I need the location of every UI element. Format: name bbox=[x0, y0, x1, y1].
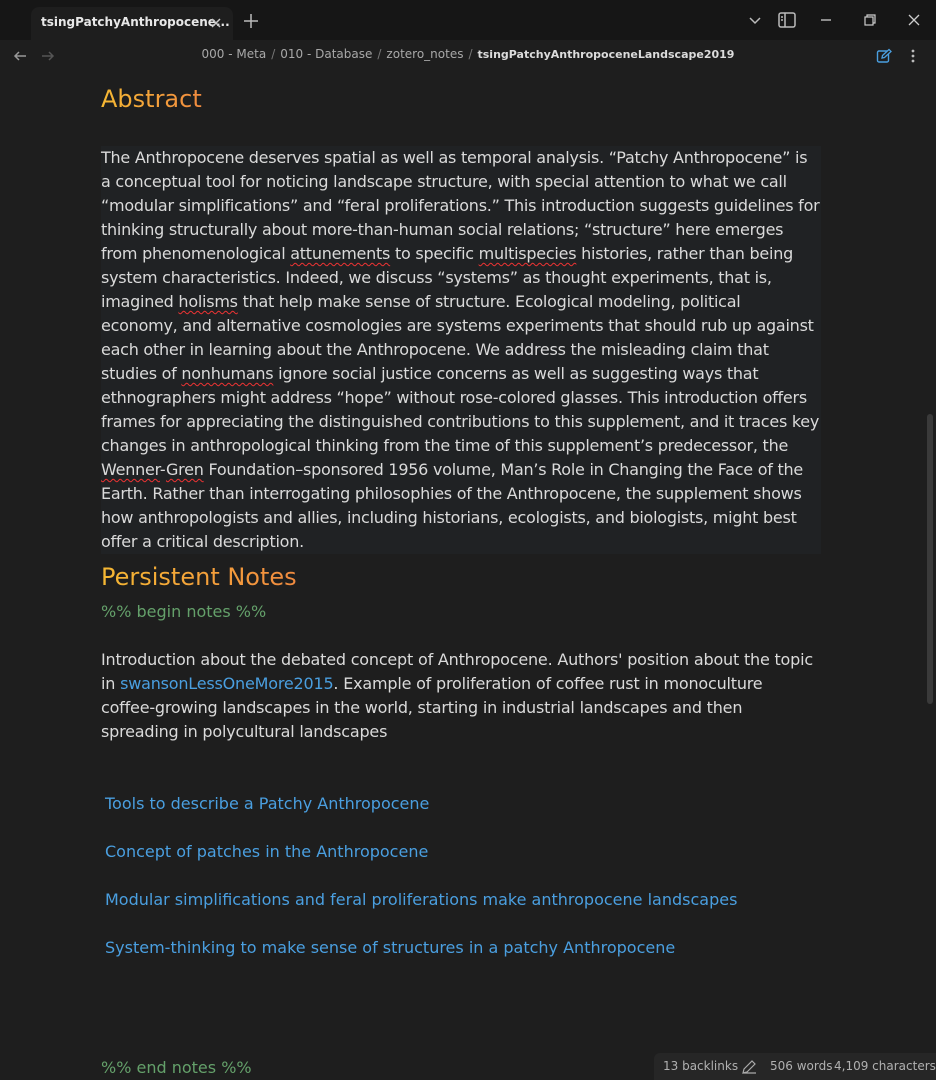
note-link[interactable]: Tools to describe a Patchy Anthropocene bbox=[105, 794, 430, 813]
character-count: 4,109 characters bbox=[834, 1059, 936, 1073]
persistent-notes-heading: Persistent Notes bbox=[101, 563, 297, 591]
abstract-text: The Anthropocene deserves spatial as well as temporal analysis. “Patchy Anthropocene” is a conceptual tool for noticing landscape structure, with special attention to what we call “modular simplifications” and “feral proliferations.” This introduction suggests guidelines for thinking structurally about more-than-human social relations; “structure” here emerges from phenomenological attunements to specific multispecies histories, rather than being system characteristics. Indeed, we discuss “systems” as thought experiments, that is, imagined holisms that help make sense of structure. Ecological modeling, political economy, and alternative cosmologies are systems experiments that should rub up against each other in learning about the Anthropocene. We address the misleading claim that studies of nonhumans ignore social justice concerns as well as suggesting ways that ethnographers might address “hope” without rose-colored glasses. This introduction offers frames for appreciating the distinguished contributions to this supplement, and it traces key changes in anthropological thinking from the time of this supplement’s predecessor, the Wenner-Gren Foundation–sponsored 1956 volume, Man’s Role in Changing the Face of the Earth. Rather than interrogating philosophies of the Anthropocene, the supplement shows how anthropologists and allies, including historians, ecologists, and biologists, might best offer a critical description. bbox=[101, 146, 821, 554]
sidebar-toggle-icon[interactable] bbox=[777, 10, 797, 30]
breadcrumb-item[interactable]: 000 - Meta bbox=[201, 47, 267, 61]
close-icon[interactable] bbox=[208, 15, 224, 31]
chevron-down-icon[interactable] bbox=[745, 10, 765, 30]
breadcrumb: 000 - Meta / 010 - Database / zotero_notes / tsingPatchyAnthropoceneLandscape2019 bbox=[201, 47, 735, 61]
word-count: 506 words bbox=[770, 1059, 833, 1073]
notes-paragraph bbox=[101, 648, 821, 744]
begin-notes-marker: %% begin notes %% bbox=[101, 602, 267, 621]
breadcrumb-item[interactable]: zotero_notes bbox=[386, 47, 464, 61]
breadcrumb-current[interactable]: tsingPatchyAnthropoceneLandscape2019 bbox=[477, 48, 735, 61]
more-options-icon[interactable] bbox=[905, 48, 921, 64]
citation-link[interactable]: swansonLessOneMore2015 bbox=[120, 674, 334, 693]
tab-title: tsingPatchyAnthropocene... bbox=[41, 15, 230, 29]
scrollbar[interactable] bbox=[927, 414, 933, 704]
notes-intro-rest: . Example of proliferation of coffee rust in monoculture coffee-growing landscapes in the world, starting in industrial landscapes and then spreading in polycultural landscapes bbox=[101, 674, 763, 741]
edit-icon[interactable] bbox=[876, 48, 892, 64]
breadcrumb-item[interactable]: 010 - Database bbox=[280, 47, 373, 61]
end-notes-marker: %% end notes %% bbox=[101, 1058, 252, 1077]
note-link[interactable]: System-thinking to make sense of structures in a patchy Anthropocene bbox=[105, 938, 676, 957]
note-link[interactable]: Concept of patches in the Anthropocene bbox=[105, 842, 429, 861]
status-bar bbox=[654, 1053, 936, 1080]
plus-icon[interactable] bbox=[242, 12, 260, 30]
backlinks-count[interactable]: 13 backlinks bbox=[663, 1059, 739, 1073]
active-tab[interactable] bbox=[31, 7, 233, 40]
note-link[interactable]: Modular simplifications and feral proliferations make anthropocene landscapes bbox=[105, 890, 738, 909]
nav-bar bbox=[0, 40, 936, 72]
notes-intro: Introduction about the debated concept of Anthropocene. Authors' position about the topic in bbox=[101, 650, 813, 693]
abstract-heading: Abstract bbox=[101, 85, 202, 113]
pencil-icon[interactable] bbox=[741, 1059, 757, 1075]
title-bar bbox=[0, 0, 936, 40]
restore-icon[interactable] bbox=[860, 10, 880, 30]
minimize-icon[interactable] bbox=[816, 10, 836, 30]
close-window-icon[interactable] bbox=[904, 10, 924, 30]
